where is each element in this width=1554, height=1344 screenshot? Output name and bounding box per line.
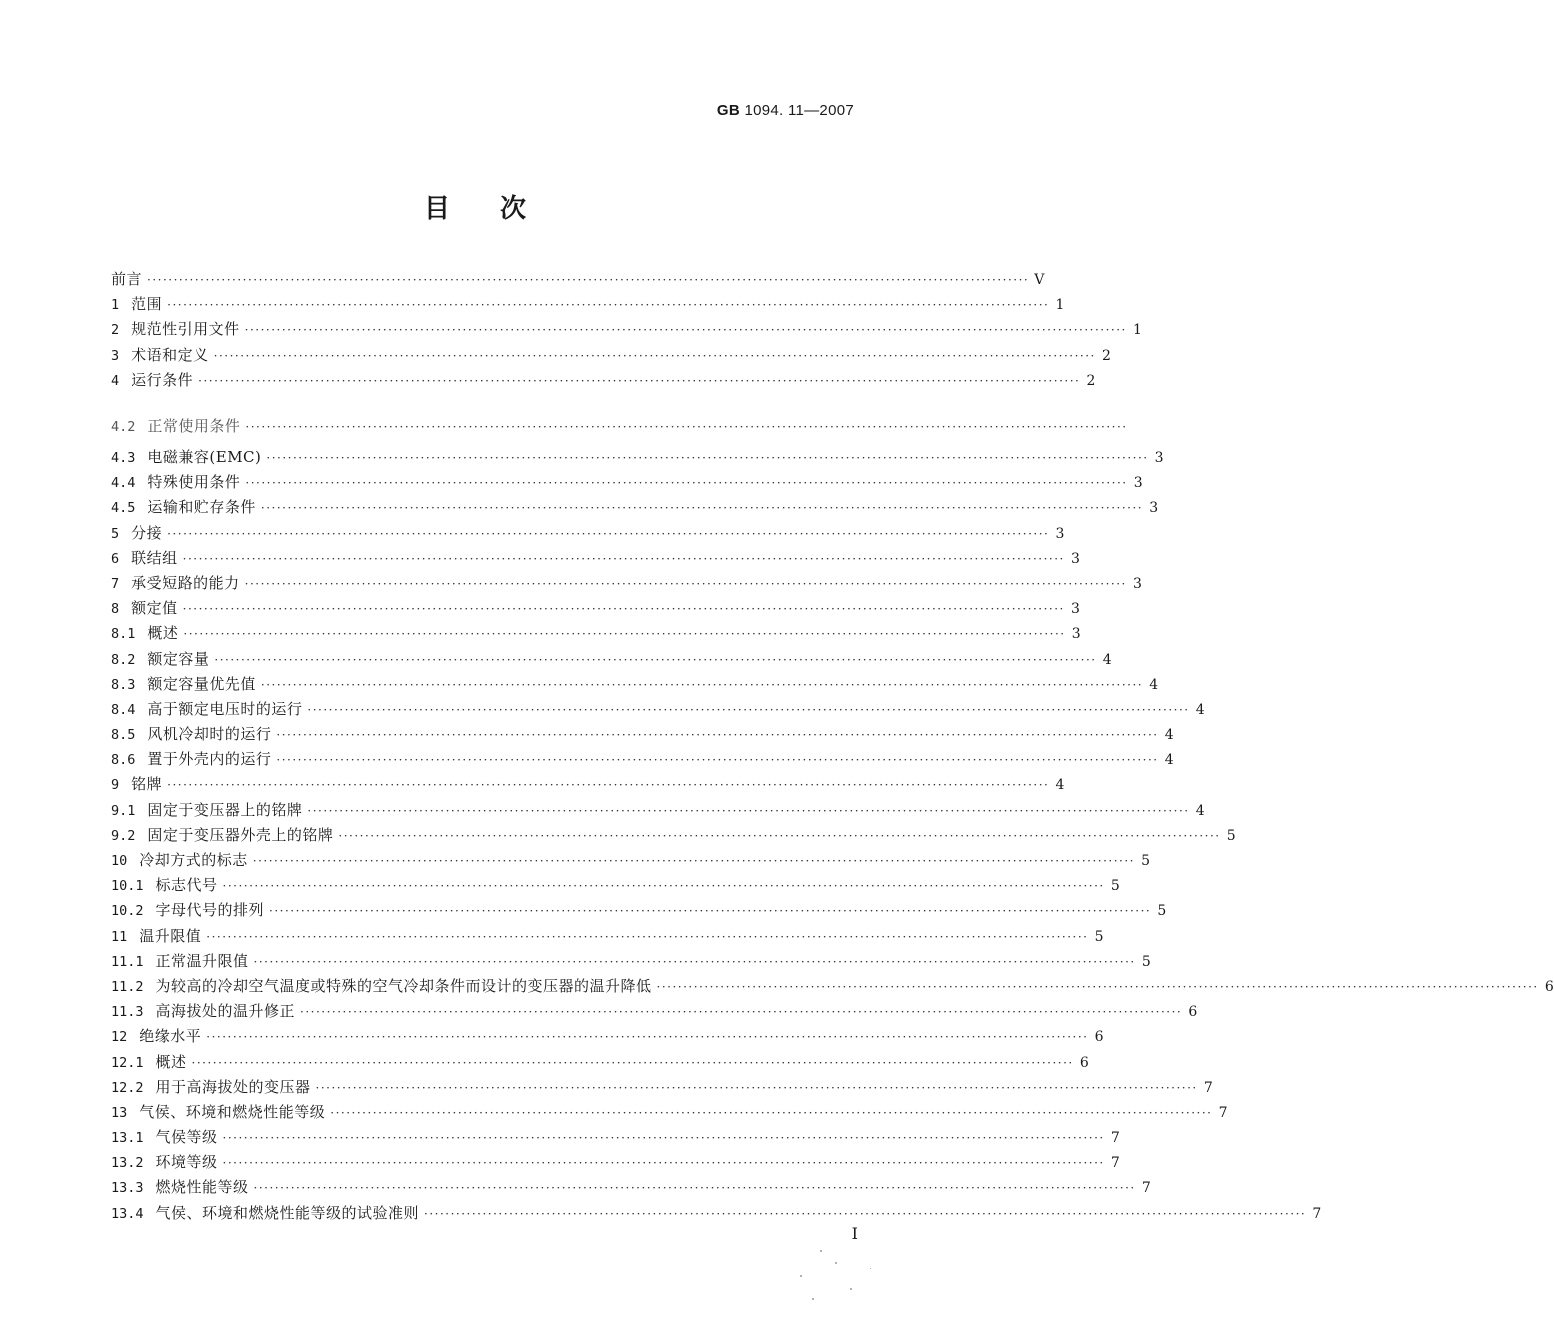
toc-page: 3 <box>1154 450 1164 466</box>
toc-label: 运输和贮存条件 <box>147 498 256 517</box>
toc-leader <box>261 678 1143 692</box>
toc-page: 4 <box>1164 752 1174 769</box>
toc-entry <box>111 1126 1120 1151</box>
toc-leader <box>307 703 1189 717</box>
toc-num: 4.3 <box>111 450 136 466</box>
toc-label: 气侯、环境和燃烧性能等级的试验准则 <box>155 1203 420 1222</box>
toc-entry <box>111 1076 1213 1101</box>
toc-label: 额定容量 <box>147 649 210 668</box>
toc-label: 气侯、环境和燃烧性能等级 <box>139 1102 326 1121</box>
toc-entry <box>111 673 1159 698</box>
toc-page: 6 <box>1188 1004 1198 1021</box>
toc-leader <box>254 955 1136 969</box>
toc-num: 5 <box>111 525 120 542</box>
toc-page: 1 <box>1132 322 1142 339</box>
toc-entry <box>111 975 1554 1000</box>
toc-label: 风机冷却时的运行 <box>147 725 272 744</box>
toc-num: 8.1 <box>111 626 136 643</box>
toc-num: 13.3 <box>111 1180 144 1197</box>
toc-main-group <box>111 446 1554 1227</box>
toc-entry <box>111 369 1096 394</box>
toc-page: 4 <box>1149 676 1159 693</box>
toc-page: 4 <box>1164 727 1174 744</box>
toc-leader <box>245 323 1127 337</box>
toc-label: 正常使用条件 <box>147 417 241 435</box>
toc-leader <box>330 1106 1212 1120</box>
toc-label: 额定值 <box>131 599 178 618</box>
toc-entry <box>111 268 1045 293</box>
toc-entry <box>111 824 1236 849</box>
toc-entry <box>111 622 1081 647</box>
toc-num: 3 <box>111 347 120 364</box>
toc-num: 11 <box>111 928 128 945</box>
toc-entry <box>111 547 1080 572</box>
toc-label: 规范性引用文件 <box>131 320 240 339</box>
scan-speck <box>820 1250 822 1252</box>
toc-leader <box>657 980 1539 994</box>
toc-leader <box>424 1207 1306 1221</box>
toc-num: 12.2 <box>111 1079 144 1096</box>
toc-leader <box>300 1005 1182 1019</box>
toc-num: 12.1 <box>111 1054 144 1071</box>
toc-page: 7 <box>1218 1104 1228 1121</box>
toc-label: 术语和定义 <box>131 345 209 364</box>
toc-leader <box>307 804 1189 818</box>
toc-leader <box>147 273 1029 287</box>
toc-entry <box>111 648 1112 673</box>
toc-label: 铭牌 <box>131 775 163 794</box>
scan-speck <box>812 1298 814 1300</box>
toc-num: 13 <box>111 1104 128 1121</box>
toc-entry <box>111 1151 1120 1176</box>
toc-label: 温升限值 <box>139 926 202 945</box>
toc-page: 3 <box>1055 525 1065 542</box>
toc-page: 4 <box>1102 651 1112 668</box>
toc-page: 6 <box>1544 978 1554 995</box>
toc-page: 7 <box>1110 1130 1120 1147</box>
toc-num: 8 <box>111 601 120 618</box>
toc-label: 置于外壳内的运行 <box>147 750 272 769</box>
toc-entry <box>111 496 1159 521</box>
toc-leader <box>192 1056 1074 1070</box>
toc-num: 6 <box>111 550 120 567</box>
toc-leader <box>167 298 1049 312</box>
toc-label: 范围 <box>131 295 163 314</box>
toc-num: 8.2 <box>111 651 136 668</box>
toc-label: 为较高的冷却空气温度或特殊的空气冷却条件而设计的变压器的温升降低 <box>155 976 652 995</box>
footer-page-number: I <box>851 1224 858 1243</box>
toc-leader <box>167 527 1049 541</box>
toc-label: 联结组 <box>131 548 178 567</box>
toc-entry <box>111 1176 1151 1201</box>
toc-page: 3 <box>1132 575 1142 592</box>
toc-label: 正常温升限值 <box>155 951 249 970</box>
toc-label: 字母代号的排列 <box>155 901 265 920</box>
toc-leader <box>183 627 1065 641</box>
toc-leader <box>223 879 1105 893</box>
toc-page: 4 <box>1055 777 1065 794</box>
toc-entry <box>111 698 1205 723</box>
toc-num: 2 <box>111 322 120 339</box>
toc-leader <box>214 653 1096 667</box>
toc-entry <box>111 597 1080 622</box>
scan-speck <box>835 1262 837 1264</box>
toc-entry <box>111 344 1111 369</box>
toc-num: 13.2 <box>111 1155 144 1172</box>
toc-num: 13.4 <box>111 1205 144 1222</box>
toc-num: 9 <box>111 777 120 794</box>
toc-entry <box>111 446 1164 471</box>
toc-page: 7 <box>1110 1155 1120 1172</box>
toc-entry <box>111 748 1174 773</box>
toc-num: 1 <box>111 297 120 314</box>
toc-label: 概述 <box>147 624 179 643</box>
toc-label: 分接 <box>131 523 163 542</box>
toc-entry <box>111 572 1142 597</box>
toc-leader <box>206 930 1088 944</box>
toc-page: 5 <box>1226 827 1236 844</box>
toc-label: 固定于变压器外壳上的铭牌 <box>147 825 334 844</box>
toc-entry <box>111 1202 1322 1227</box>
toc-leader <box>245 577 1127 591</box>
toc-page: 6 <box>1079 1054 1089 1071</box>
toc-leader <box>198 374 1080 388</box>
toc-label: 运行条件 <box>131 370 194 389</box>
toc-page: 2 <box>1086 372 1096 389</box>
toc-label: 高于额定电压时的运行 <box>147 699 303 718</box>
toc-page: 1 <box>1055 297 1065 314</box>
toc-entry <box>111 723 1174 748</box>
toc-leader <box>261 501 1143 515</box>
toc-entry <box>111 471 1143 496</box>
toc-leader <box>214 349 1096 363</box>
toc-num: 12 <box>111 1029 128 1046</box>
toc-leader <box>266 451 1148 465</box>
toc-leader <box>245 476 1127 490</box>
toc-num: 10.2 <box>111 903 144 920</box>
toc-leader <box>254 1181 1136 1195</box>
toc-leader <box>253 854 1135 868</box>
toc-leader <box>316 1081 1198 1095</box>
toc-top-group <box>111 268 1142 394</box>
toc-cutoff-row <box>111 417 863 438</box>
toc-page: 3 <box>1071 626 1081 643</box>
toc-entry <box>111 1101 1228 1126</box>
toc-label: 冷却方式的标志 <box>139 851 248 869</box>
toc-label: 电磁兼容(EMC) <box>147 448 262 466</box>
scan-speck <box>870 1268 871 1269</box>
toc-label: 概述 <box>155 1052 187 1071</box>
toc-label: 额定容量优先值 <box>147 674 256 693</box>
toc-entry <box>111 925 1104 950</box>
toc-num: 4.4 <box>111 475 136 492</box>
toc-num: 11.1 <box>111 953 144 970</box>
toc-label: 用于高海拔处的变压器 <box>155 1077 311 1096</box>
toc-num: 10.1 <box>111 878 144 895</box>
toc-page: 4 <box>1195 802 1205 819</box>
toc-page: 5 <box>1094 928 1104 945</box>
toc-leader <box>269 904 1151 918</box>
toc-num: 11.3 <box>111 1004 144 1021</box>
toc-leader <box>245 420 1127 434</box>
toc-page: Ⅴ <box>1034 272 1045 288</box>
toc-label: 绝缘水平 <box>139 1027 202 1046</box>
toc-page: 3 <box>1070 550 1080 567</box>
toc-entry <box>111 950 1151 975</box>
standard-number: 1094. 11—2007 <box>744 102 854 119</box>
toc-leader <box>338 829 1220 843</box>
toc-label: 特殊使用条件 <box>147 473 241 492</box>
toc-entry <box>111 899 1167 924</box>
toc-entry <box>111 1051 1089 1076</box>
toc-label: 燃烧性能等级 <box>155 1178 249 1197</box>
toc-leader <box>276 728 1158 742</box>
toc-page: 5 <box>1141 953 1151 970</box>
toc-entry <box>111 1000 1198 1025</box>
toc-label: 承受短路的能力 <box>131 573 240 592</box>
toc-label: 高海拔处的温升修正 <box>155 1002 296 1021</box>
toc-page: 3 <box>1070 601 1080 618</box>
toc-page: 7 <box>1203 1079 1213 1096</box>
toc-leader <box>183 552 1065 566</box>
standard-prefix: GB <box>716 102 740 119</box>
standard-code <box>717 102 854 119</box>
toc-num: 4.5 <box>111 500 136 517</box>
toc-page: 6 <box>1094 1029 1104 1046</box>
toc-num: 9.1 <box>111 802 136 819</box>
toc-num: 10 <box>111 853 128 869</box>
toc-label: 前言 <box>111 270 143 288</box>
toc-leader <box>223 1131 1105 1145</box>
toc-leader <box>276 753 1158 767</box>
toc-num: 4.2 <box>111 419 136 435</box>
toc-num: 13.1 <box>111 1130 144 1147</box>
toc-entry <box>111 849 1150 874</box>
toc-leader <box>167 778 1049 792</box>
toc-num: 8.4 <box>111 701 136 718</box>
toc-entry <box>111 522 1065 547</box>
scan-speck <box>800 1275 802 1277</box>
toc-num: 8.6 <box>111 752 136 769</box>
toc-page: 3 <box>1149 500 1159 517</box>
toc-num: 8.3 <box>111 676 136 693</box>
toc-page: 7 <box>1312 1205 1322 1222</box>
toc-leader <box>183 602 1065 616</box>
toc-page: 7 <box>1141 1180 1151 1197</box>
page-title: 目次 <box>423 194 576 224</box>
toc-label: 环境等级 <box>155 1153 218 1172</box>
toc-entry <box>111 773 1065 798</box>
toc-page: 5 <box>1110 878 1120 895</box>
toc-page: 4 <box>1195 701 1205 718</box>
toc-num: 8.5 <box>111 727 136 744</box>
toc-num: 4 <box>111 372 120 389</box>
toc-label: 固定于变压器上的铭牌 <box>147 800 303 819</box>
toc-entry <box>111 799 1205 824</box>
toc-page: 3 <box>1133 475 1143 492</box>
toc-page: 5 <box>1141 853 1150 869</box>
toc-page: 2 <box>1101 347 1111 364</box>
toc-page: 5 <box>1157 903 1167 920</box>
toc-label: 气侯等级 <box>155 1128 218 1147</box>
toc-leader <box>223 1156 1105 1170</box>
toc-entry <box>111 1025 1104 1050</box>
toc-num: 7 <box>111 575 120 592</box>
toc-num: 9.2 <box>111 827 136 844</box>
toc-entry <box>111 874 1120 899</box>
toc-label: 标志代号 <box>155 876 218 895</box>
toc-entry <box>111 318 1142 343</box>
toc-leader <box>206 1030 1088 1044</box>
toc-entry <box>111 293 1065 318</box>
toc-num: 11.2 <box>111 978 144 995</box>
scan-speck <box>850 1288 852 1290</box>
